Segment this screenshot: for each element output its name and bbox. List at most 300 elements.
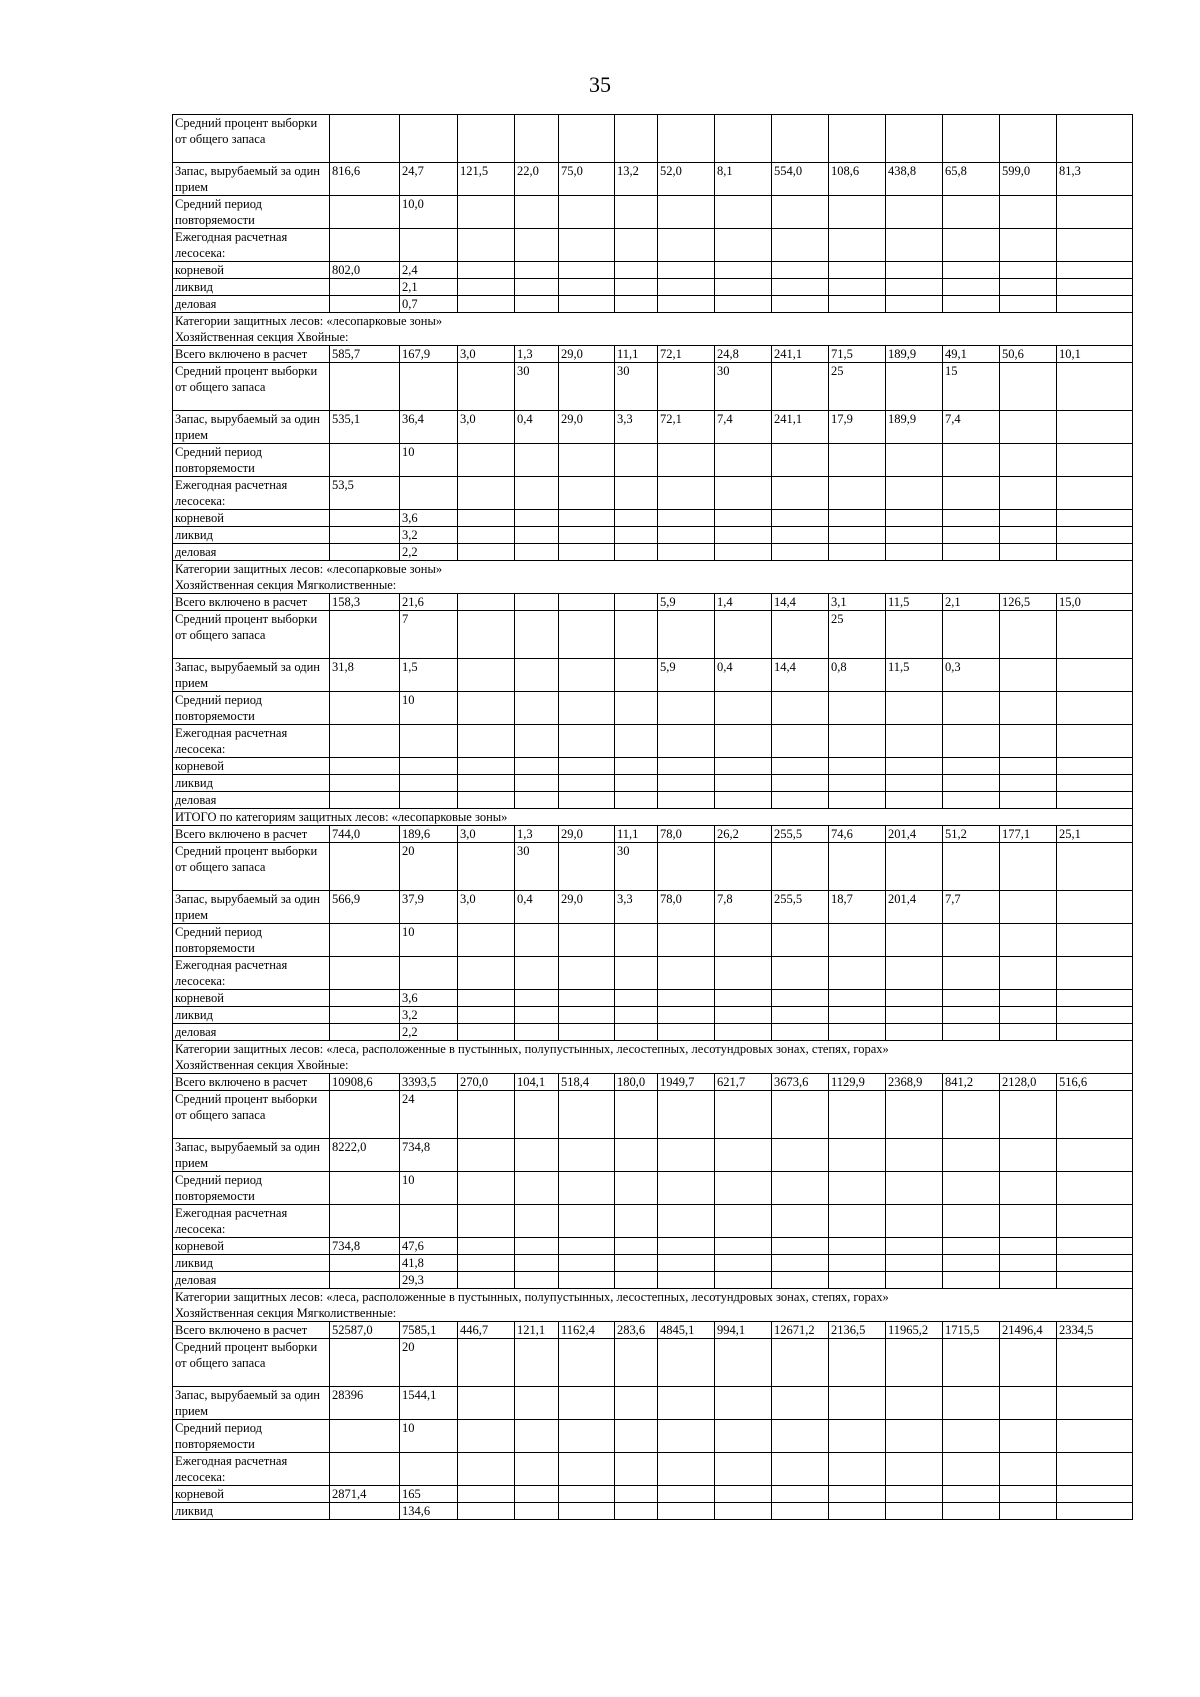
table-cell — [772, 510, 829, 527]
table-row — [173, 1139, 1133, 1172]
table-cell — [1000, 611, 1057, 659]
table-cell — [886, 843, 943, 891]
table-cell — [772, 363, 829, 411]
table-cell: 50,6 — [1000, 346, 1057, 363]
table-cell: 841,2 — [943, 1074, 1000, 1091]
table-cell — [400, 1453, 458, 1486]
table-cell — [715, 527, 772, 544]
table-cell — [1057, 775, 1133, 792]
table-cell — [829, 115, 886, 163]
row-label: корневой — [173, 1238, 330, 1255]
table-cell — [829, 1024, 886, 1041]
table-cell — [943, 1339, 1000, 1387]
table-cell — [330, 1172, 400, 1205]
table-cell: 51,2 — [943, 826, 1000, 843]
table-cell — [715, 1486, 772, 1503]
table-cell — [458, 957, 515, 990]
table-cell: 17,9 — [829, 411, 886, 444]
table-cell — [886, 296, 943, 313]
table-cell — [886, 510, 943, 527]
row-label: Средний период повторяемости — [173, 1420, 330, 1453]
table-cell — [615, 1172, 658, 1205]
table-cell: 52,0 — [658, 163, 715, 196]
table-cell: 516,6 — [1057, 1074, 1133, 1091]
table-cell — [1000, 444, 1057, 477]
table-cell: 41,8 — [400, 1255, 458, 1272]
row-label: корневой — [173, 758, 330, 775]
table-row — [173, 115, 1133, 163]
table-cell — [1057, 1272, 1133, 1289]
table-cell: 28396 — [330, 1387, 400, 1420]
table-cell: 180,0 — [615, 1074, 658, 1091]
table-cell — [1057, 196, 1133, 229]
table-cell — [886, 1339, 943, 1387]
table-cell — [615, 229, 658, 262]
table-cell: 744,0 — [330, 826, 400, 843]
table-cell: 599,0 — [1000, 163, 1057, 196]
table-cell — [715, 775, 772, 792]
table-cell — [458, 262, 515, 279]
table-cell: 7,8 — [715, 891, 772, 924]
table-cell — [715, 924, 772, 957]
table-cell — [658, 1139, 715, 1172]
table-cell — [772, 1272, 829, 1289]
table-cell — [615, 544, 658, 561]
table-cell: 2,2 — [400, 1024, 458, 1041]
table-cell: 1,4 — [715, 594, 772, 611]
table-cell — [330, 1420, 400, 1453]
table-cell: 4845,1 — [658, 1322, 715, 1339]
table-cell: 0,3 — [943, 659, 1000, 692]
table-cell — [458, 1503, 515, 1520]
table-cell: 621,7 — [715, 1074, 772, 1091]
table-cell — [772, 196, 829, 229]
table-cell — [886, 1172, 943, 1205]
table-row — [173, 510, 1133, 527]
table-cell — [658, 229, 715, 262]
table-cell: 15 — [943, 363, 1000, 411]
table-cell — [1057, 279, 1133, 296]
table-row — [173, 279, 1133, 296]
table-cell — [943, 1205, 1000, 1238]
table-cell — [559, 1486, 615, 1503]
table-cell — [943, 1139, 1000, 1172]
table-cell: 5,9 — [658, 659, 715, 692]
table-cell — [886, 1205, 943, 1238]
row-label: Всего включено в расчет — [173, 1322, 330, 1339]
table-cell: 29,0 — [559, 826, 615, 843]
section-header — [173, 809, 1133, 826]
table-cell — [943, 1238, 1000, 1255]
table-cell — [772, 1172, 829, 1205]
table-cell — [615, 659, 658, 692]
table-cell — [559, 363, 615, 411]
table-cell — [829, 1453, 886, 1486]
table-row — [173, 1091, 1133, 1139]
table-cell: 49,1 — [943, 346, 1000, 363]
table-cell: 201,4 — [886, 826, 943, 843]
table-cell — [658, 115, 715, 163]
table-cell — [772, 1024, 829, 1041]
table-cell — [515, 758, 559, 775]
table-cell — [886, 229, 943, 262]
table-cell: 7,4 — [715, 411, 772, 444]
table-cell: 15,0 — [1057, 594, 1133, 611]
table-cell — [658, 262, 715, 279]
section-header-line: Категории защитных лесов: «леса, расположенные в пустынных, полупустынных, лесостепных, лесотундровых зонах, степях, горах» — [175, 1290, 889, 1304]
table-cell — [615, 924, 658, 957]
row-label: Средний период повторяемости — [173, 924, 330, 957]
table-cell: 52587,0 — [330, 1322, 400, 1339]
table-cell — [1000, 544, 1057, 561]
table-row — [173, 163, 1133, 196]
table-cell — [886, 1453, 943, 1486]
table-cell — [458, 1339, 515, 1387]
table-cell: 1949,7 — [658, 1074, 715, 1091]
table-row — [173, 891, 1133, 924]
table-cell — [715, 792, 772, 809]
table-cell — [1057, 262, 1133, 279]
table-cell — [1000, 1024, 1057, 1041]
table-cell: 3,0 — [458, 891, 515, 924]
table-cell: 535,1 — [330, 411, 400, 444]
table-cell — [458, 296, 515, 313]
table-cell — [715, 510, 772, 527]
table-cell: 29,0 — [559, 346, 615, 363]
table-cell: 177,1 — [1000, 826, 1057, 843]
table-cell — [829, 444, 886, 477]
table-cell — [559, 1453, 615, 1486]
table-cell — [1057, 1238, 1133, 1255]
section-header-line: Категории защитных лесов: «лесопарковые зоны» — [175, 562, 443, 576]
table-row — [173, 826, 1133, 843]
table-cell: 10 — [400, 1172, 458, 1205]
table-cell — [515, 1172, 559, 1205]
table-cell — [559, 1420, 615, 1453]
table-cell — [559, 843, 615, 891]
table-cell — [458, 279, 515, 296]
table-row — [173, 594, 1133, 611]
table-cell — [715, 1091, 772, 1139]
table-cell — [458, 924, 515, 957]
table-cell — [1000, 1007, 1057, 1024]
table-cell — [1000, 411, 1057, 444]
table-cell — [1000, 1420, 1057, 1453]
table-cell — [400, 477, 458, 510]
table-cell — [772, 1007, 829, 1024]
table-cell — [772, 1387, 829, 1420]
table-cell — [330, 692, 400, 725]
table-cell — [615, 1024, 658, 1041]
section-header-row — [173, 561, 1133, 594]
table-cell — [658, 1339, 715, 1387]
table-cell — [772, 279, 829, 296]
table-cell — [658, 1387, 715, 1420]
table-cell — [615, 527, 658, 544]
table-cell — [1057, 692, 1133, 725]
table-cell — [658, 1255, 715, 1272]
table-cell: 802,0 — [330, 262, 400, 279]
row-label: Всего включено в расчет — [173, 826, 330, 843]
table-row — [173, 296, 1133, 313]
table-cell — [515, 115, 559, 163]
table-cell — [559, 758, 615, 775]
table-cell: 72,1 — [658, 411, 715, 444]
table-cell — [515, 1339, 559, 1387]
table-cell — [886, 692, 943, 725]
section-header-line: Категории защитных лесов: «леса, расположенные в пустынных, полупустынных, лесостепных, лесотундровых зонах, степях, горах» — [175, 1042, 889, 1056]
table-cell — [715, 296, 772, 313]
table-cell — [559, 544, 615, 561]
table-cell — [1057, 1420, 1133, 1453]
table-cell — [829, 1007, 886, 1024]
section-header-line: Хозяйственная секция Мягколиственные: — [175, 1306, 397, 1320]
table-cell — [458, 477, 515, 510]
table-cell — [658, 1486, 715, 1503]
row-label: Ежегодная расчетная лесосека: — [173, 229, 330, 262]
table-cell: 3,2 — [400, 527, 458, 544]
table-cell — [658, 990, 715, 1007]
table-cell — [1000, 262, 1057, 279]
table-cell — [772, 990, 829, 1007]
table-cell — [330, 510, 400, 527]
table-cell — [515, 527, 559, 544]
table-cell: 3,3 — [615, 891, 658, 924]
row-label: Средний процент выборки от общего запаса — [173, 611, 330, 659]
table-cell — [515, 196, 559, 229]
table-cell — [330, 1007, 400, 1024]
table-cell — [658, 1024, 715, 1041]
table-cell — [715, 1007, 772, 1024]
table-cell: 189,9 — [886, 411, 943, 444]
table-cell: 10 — [400, 1420, 458, 1453]
table-cell: 1544,1 — [400, 1387, 458, 1420]
table-cell — [515, 1091, 559, 1139]
table-cell: 75,0 — [559, 163, 615, 196]
table-cell — [943, 1503, 1000, 1520]
table-cell — [772, 544, 829, 561]
table-cell — [772, 1205, 829, 1238]
table-cell — [772, 1255, 829, 1272]
table-cell — [1057, 792, 1133, 809]
table-cell — [829, 296, 886, 313]
table-cell — [615, 957, 658, 990]
table-cell — [943, 196, 1000, 229]
table-cell: 74,6 — [829, 826, 886, 843]
table-cell: 26,2 — [715, 826, 772, 843]
table-cell — [400, 363, 458, 411]
table-cell — [330, 758, 400, 775]
table-cell: 167,9 — [400, 346, 458, 363]
section-header-row — [173, 1041, 1133, 1074]
row-label: деловая — [173, 792, 330, 809]
table-cell — [1057, 758, 1133, 775]
table-cell — [715, 692, 772, 725]
table-row — [173, 775, 1133, 792]
row-label: Средний процент выборки от общего запаса — [173, 363, 330, 411]
table-cell — [658, 1238, 715, 1255]
table-cell: 29,3 — [400, 1272, 458, 1289]
section-header-line: ИТОГО по категориям защитных лесов: «лесопарковые зоны» — [175, 810, 508, 824]
table-cell: 22,0 — [515, 163, 559, 196]
table-cell — [943, 444, 1000, 477]
section-header-line: Хозяйственная секция Мягколиственные: — [175, 578, 397, 592]
table-cell — [658, 363, 715, 411]
table-cell — [330, 229, 400, 262]
table-row — [173, 527, 1133, 544]
table-cell — [715, 1255, 772, 1272]
table-cell — [559, 1238, 615, 1255]
table-cell — [943, 1024, 1000, 1041]
table-cell — [515, 510, 559, 527]
table-cell — [1057, 1172, 1133, 1205]
table-cell — [829, 1238, 886, 1255]
table-cell — [559, 1503, 615, 1520]
table-cell — [330, 990, 400, 1007]
table-cell — [1057, 444, 1133, 477]
table-cell: 18,7 — [829, 891, 886, 924]
table-cell — [559, 1272, 615, 1289]
table-cell: 21496,4 — [1000, 1322, 1057, 1339]
table-cell — [886, 527, 943, 544]
table-row — [173, 659, 1133, 692]
row-label: Ежегодная расчетная лесосека: — [173, 1205, 330, 1238]
table-cell: 241,1 — [772, 411, 829, 444]
table-cell — [1000, 1272, 1057, 1289]
table-cell — [515, 1205, 559, 1238]
table-cell — [1000, 196, 1057, 229]
table-cell: 201,4 — [886, 891, 943, 924]
table-cell — [1057, 1503, 1133, 1520]
table-cell: 30 — [615, 363, 658, 411]
table-row — [173, 725, 1133, 758]
table-row — [173, 1238, 1133, 1255]
table-row — [173, 262, 1133, 279]
table-cell — [943, 229, 1000, 262]
table-cell — [829, 792, 886, 809]
section-header — [173, 1289, 1133, 1322]
table-cell — [1057, 924, 1133, 957]
table-cell: 10,0 — [400, 196, 458, 229]
table-cell — [559, 1172, 615, 1205]
table-cell — [658, 758, 715, 775]
row-label: ликвид — [173, 1503, 330, 1520]
row-label: деловая — [173, 1272, 330, 1289]
table-cell — [515, 1007, 559, 1024]
table-cell — [772, 296, 829, 313]
table-row — [173, 1024, 1133, 1041]
table-cell — [715, 725, 772, 758]
table-cell — [886, 990, 943, 1007]
table-cell — [515, 725, 559, 758]
table-cell — [829, 1255, 886, 1272]
table-cell: 734,8 — [400, 1139, 458, 1172]
table-cell — [886, 262, 943, 279]
table-cell — [886, 1024, 943, 1041]
table-cell — [1057, 544, 1133, 561]
table-cell — [330, 544, 400, 561]
table-row — [173, 1172, 1133, 1205]
table-cell: 20 — [400, 1339, 458, 1387]
table-cell — [1000, 363, 1057, 411]
table-cell — [1000, 279, 1057, 296]
table-cell — [658, 1420, 715, 1453]
table-cell — [943, 115, 1000, 163]
table-cell — [943, 1255, 1000, 1272]
table-cell — [1000, 692, 1057, 725]
table-cell — [458, 1255, 515, 1272]
table-row — [173, 1272, 1133, 1289]
table-cell: 816,6 — [330, 163, 400, 196]
table-cell — [515, 1272, 559, 1289]
table-cell — [886, 725, 943, 758]
table-cell — [658, 510, 715, 527]
table-cell — [559, 1091, 615, 1139]
section-header-row — [173, 1289, 1133, 1322]
table-cell — [772, 1486, 829, 1503]
table-cell: 37,9 — [400, 891, 458, 924]
row-label: деловая — [173, 544, 330, 561]
row-label: корневой — [173, 990, 330, 1007]
table-cell — [1057, 1486, 1133, 1503]
table-cell: 11,1 — [615, 826, 658, 843]
table-cell — [1000, 775, 1057, 792]
table-cell — [715, 957, 772, 990]
table-cell — [772, 262, 829, 279]
table-cell: 121,5 — [458, 163, 515, 196]
table-cell — [943, 924, 1000, 957]
table-cell — [829, 229, 886, 262]
table-cell — [458, 444, 515, 477]
table-cell — [515, 990, 559, 1007]
table-cell: 30 — [615, 843, 658, 891]
table-row — [173, 1387, 1133, 1420]
table-cell — [1057, 1255, 1133, 1272]
table-cell — [615, 775, 658, 792]
table-cell — [715, 990, 772, 1007]
table-cell — [1000, 1486, 1057, 1503]
row-label: ликвид — [173, 279, 330, 296]
table-cell — [658, 611, 715, 659]
table-cell — [1057, 1139, 1133, 1172]
table-cell — [943, 1387, 1000, 1420]
table-cell — [715, 843, 772, 891]
table-cell: 1,5 — [400, 659, 458, 692]
table-cell: 108,6 — [829, 163, 886, 196]
row-label: деловая — [173, 296, 330, 313]
table-row — [173, 758, 1133, 775]
row-label: Средний период повторяемости — [173, 1172, 330, 1205]
table-cell — [330, 527, 400, 544]
row-label: Всего включено в расчет — [173, 594, 330, 611]
table-cell — [330, 1272, 400, 1289]
table-cell — [515, 957, 559, 990]
table-cell — [886, 1387, 943, 1420]
row-label: корневой — [173, 510, 330, 527]
table-cell — [615, 594, 658, 611]
table-cell — [559, 1339, 615, 1387]
table-row — [173, 477, 1133, 510]
table-cell — [943, 510, 1000, 527]
table-cell — [458, 1420, 515, 1453]
table-row — [173, 692, 1133, 725]
table-cell — [330, 843, 400, 891]
table-cell — [1057, 1024, 1133, 1041]
table-cell — [559, 775, 615, 792]
table-cell — [615, 792, 658, 809]
row-label: ликвид — [173, 527, 330, 544]
table-cell — [715, 611, 772, 659]
